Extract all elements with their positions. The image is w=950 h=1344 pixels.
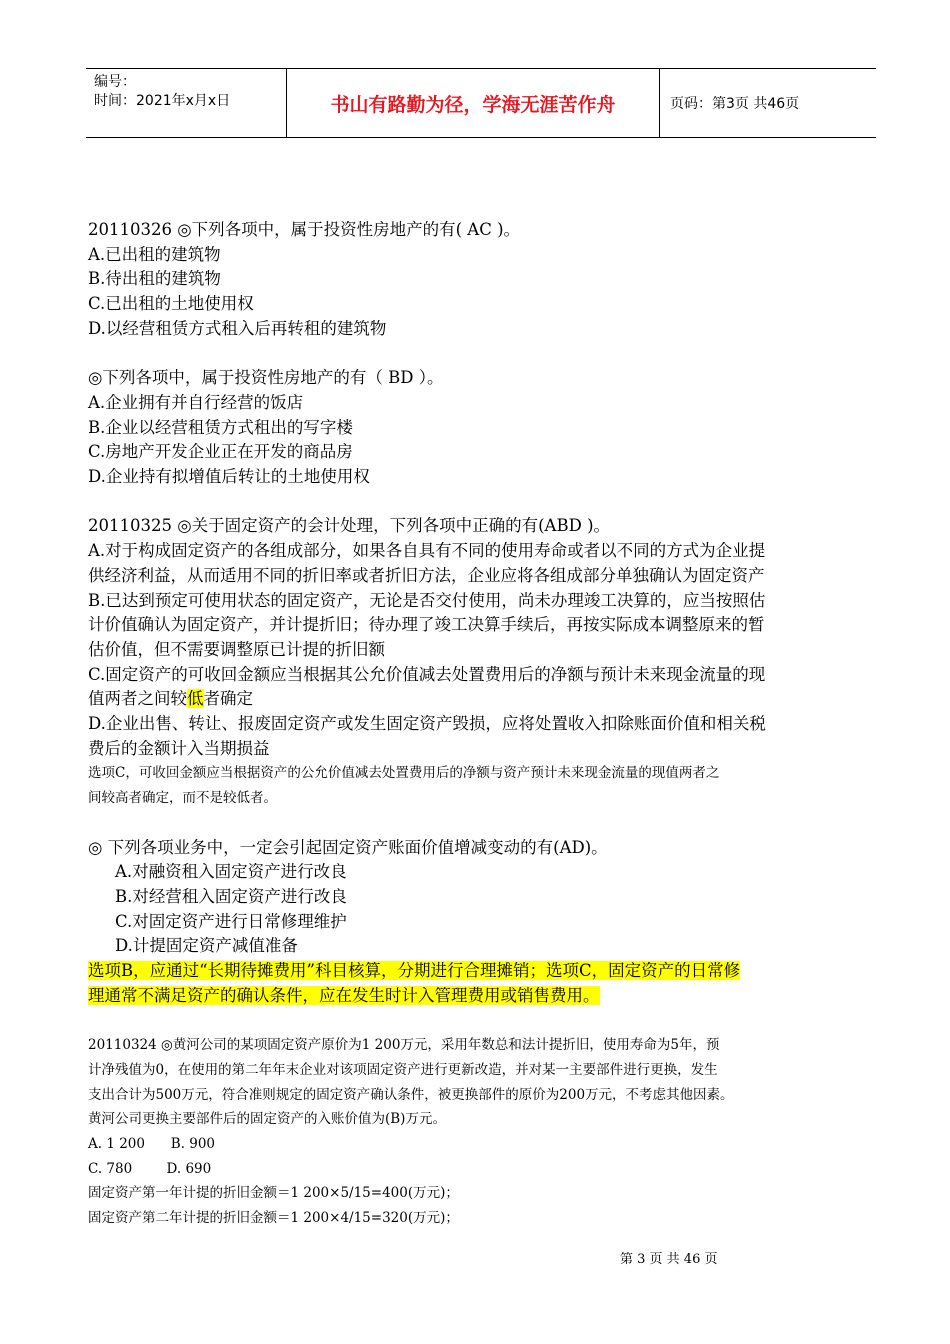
highlighted-text: 低 (187, 689, 204, 709)
option-line: 估价值，但不需要调整原已计提的折旧额 (88, 639, 385, 659)
highlighted-text: 理通常不满足资产的确认条件，应在发生时计入管理费用或销售费用。 (88, 985, 600, 1005)
explanation-line (88, 959, 888, 984)
option: B.对经营租入固定资产进行改良 (115, 886, 347, 906)
question-stem: ◎ 下列各项业务中，一定会引起固定资产账面价值增减变动的有(AD)。 (88, 837, 608, 857)
option: A.对融资租入固定资产进行改良 (115, 862, 347, 882)
header-time-label: 时间：2021年x月x日 (94, 93, 231, 109)
explanation-line (88, 984, 888, 1009)
option: C.对固定资产进行日常修理维护 (115, 911, 347, 931)
header-page-info: 页码：第3页 共46页 (670, 96, 800, 112)
question-stem: 黄河公司更换主要部件后的固定资产的入账价值为(B)万元。 (88, 1111, 446, 1128)
option-line (88, 687, 888, 712)
option-line: 计价值确认为固定资产，并计提折旧；待办理了竣工决算手续后，再按实际成本调整原来的暂 (88, 615, 765, 635)
question-stem: 支出合计为500万元，符合准则规定的固定资产确认条件，被更换部件的原价为200万元，不考虑其他因素。 (88, 1086, 734, 1103)
option-line: 费后的金额计入当期损益 (88, 738, 270, 758)
option-line: B.已达到预定可使用状态的固定资产，无论是否交付使用，尚未办理竣工决算的，应当按照估 (88, 590, 766, 610)
header-motto: 书山有路勤为径，学海无涯苦作舟 (287, 69, 660, 137)
option: D.以经营租赁方式租入后再转租的建筑物 (88, 318, 387, 338)
header-number-label: 编号： (94, 74, 136, 90)
question-stem: ◎下列各项中，属于投资性房地产的有（ BD ）。 (88, 368, 444, 388)
option-row: A. 1 200 B. 900 (88, 1135, 215, 1152)
page-header (86, 68, 876, 138)
text-span: 者确定 (203, 689, 253, 709)
option-line: A.对于构成固定资产的各组成部分，如果各自具有不同的使用寿命或者以不同的方式为企业提 (88, 541, 766, 561)
option-line: D.企业出售、转让、报废固定资产或发生固定资产毁损，应将处置收入扣除账面价值和相关税 (88, 714, 766, 734)
page-footer: 第 3 页 共 46 页 (620, 1252, 718, 1267)
option: D.企业持有拟增值后转让的土地使用权 (88, 467, 370, 487)
option: D.计提固定资产减值准备 (115, 936, 298, 956)
option: B.企业以经营租赁方式租出的写字楼 (88, 417, 353, 437)
explanation-line: 间较高者确定，而不是较低者。 (88, 790, 277, 807)
option: C.已出租的土地使用权 (88, 294, 254, 314)
question-stem: 计净残值为0，在使用的第二年年末企业对该项固定资产进行更新改造，并对某一主要部件进行更换，发生 (88, 1061, 718, 1078)
option: C.房地产开发企业正在开发的商品房 (88, 442, 353, 462)
option: B.待出租的建筑物 (88, 269, 221, 289)
option-line: C.固定资产的可收回金额应当根据其公允价值减去处置费用后的净额与预计未来现金流量的现 (88, 664, 766, 684)
text-span: 值两者之间较 (88, 689, 187, 709)
option: A.已出租的建筑物 (88, 244, 221, 264)
question-stem: 20110326 ◎下列各项中，属于投资性房地产的有( AC )。 (88, 220, 521, 239)
option-row: C. 780 D. 690 (88, 1160, 212, 1177)
highlighted-text: 选项B，应通过“长期待摊费用”科目核算，分期进行合理摊销；选项C，固定资产的日常修 (88, 961, 741, 981)
question-stem: 20110325 ◎关于固定资产的会计处理，下列各项中正确的有(ABD )。 (88, 516, 611, 536)
explanation-line: 选项C，可收回金额应当根据资产的公允价值减去处置费用后的净额与资产预计未来现金流量的现值两者之 (88, 765, 720, 782)
document-body (88, 218, 888, 1231)
option-line: 供经济利益，从而适用不同的折旧率或者折旧方法，企业应将各组成部分单独确认为固定资产 (88, 565, 765, 585)
header-meta (86, 69, 287, 137)
calculation-line: 固定资产第一年计提的折旧金额＝1 200×5/15=400(万元)； (88, 1185, 459, 1202)
calculation-line: 固定资产第二年计提的折旧金额＝1 200×4/15=320(万元)； (88, 1210, 459, 1227)
option: A.企业拥有并自行经营的饭店 (88, 392, 304, 412)
question-stem: 20110324 ◎黄河公司的某项固定资产原价为1 200万元，采用年数总和法计提折旧，使用寿命为5年，预 (88, 1037, 720, 1054)
